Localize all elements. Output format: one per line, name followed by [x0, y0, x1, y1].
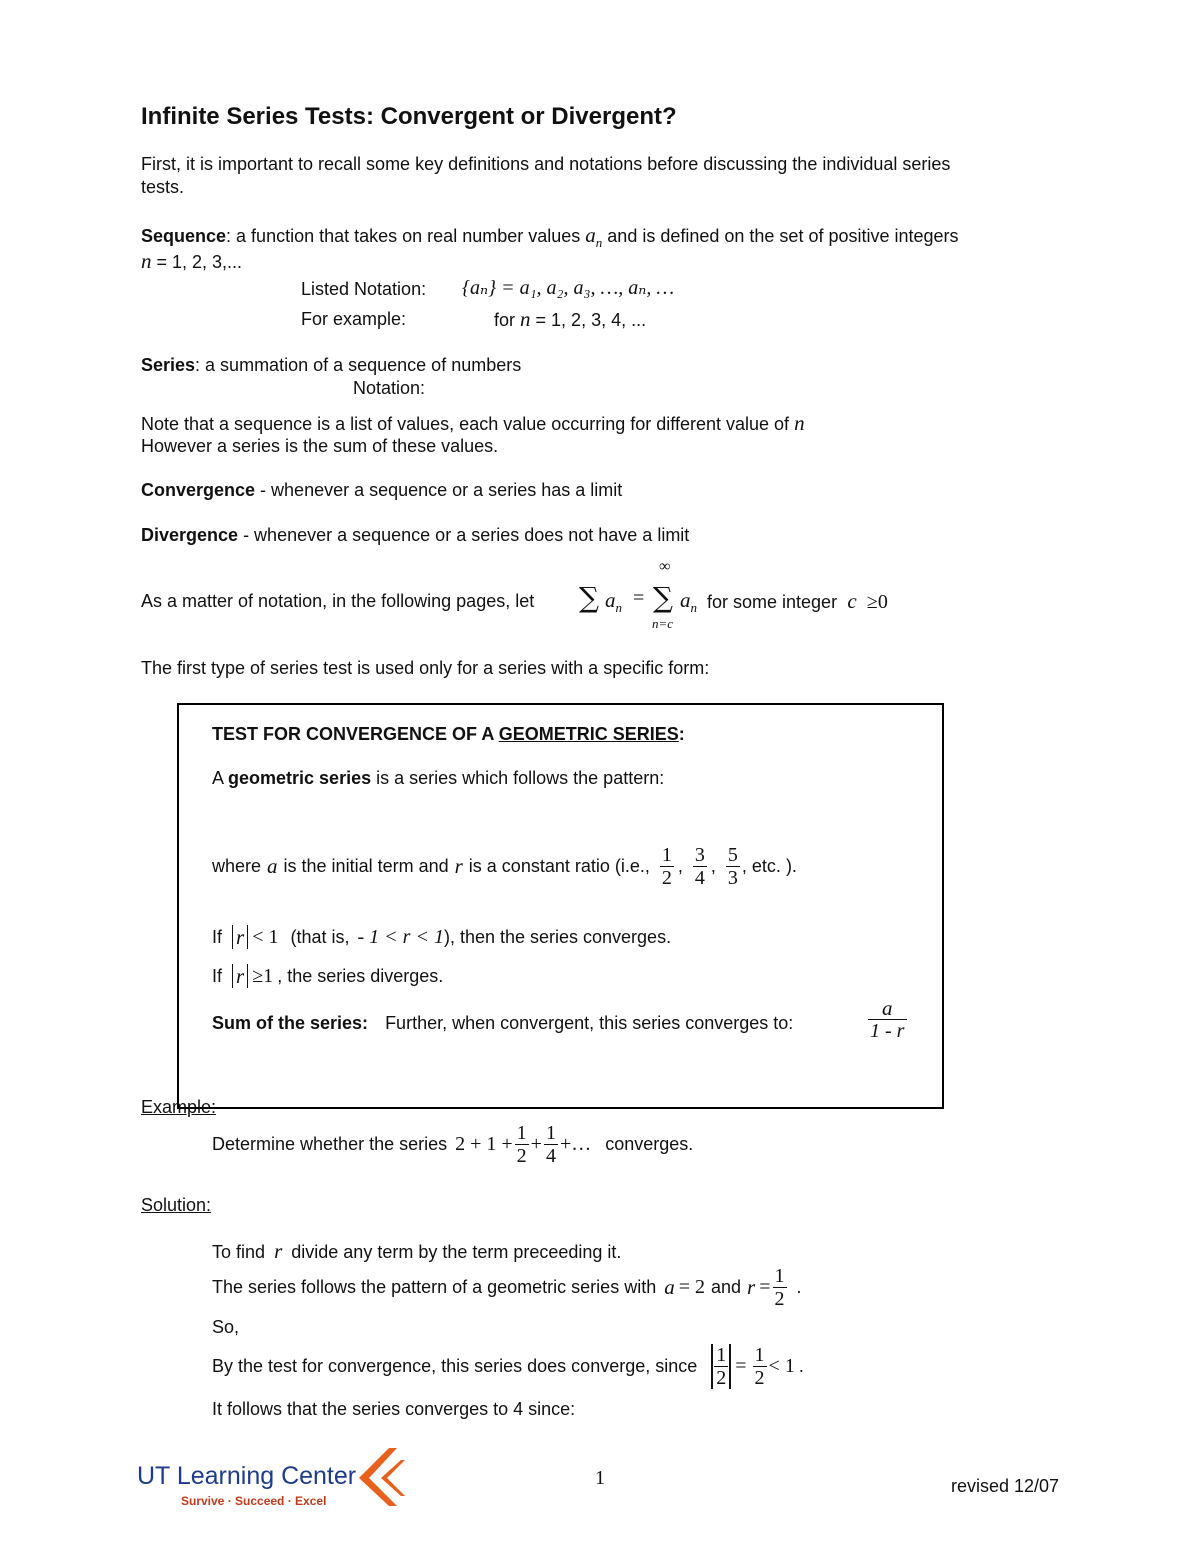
sequence-def-a: : a function that takes on real number values: [226, 226, 581, 246]
if-2: If: [212, 966, 223, 986]
plus-sign: +: [530, 1133, 542, 1155]
abs-half-num: 1: [716, 1343, 727, 1366]
n-values-text: = 1, 2, 3,...: [151, 252, 243, 272]
sequence-def-b: and is defined on the set of positive integers: [607, 226, 959, 246]
solution-label-text: Solution:: [141, 1195, 212, 1215]
var-a: a: [664, 1275, 675, 1299]
var-r: r: [274, 1239, 283, 1263]
pattern-and: and: [710, 1277, 742, 1297]
a-equals-2: = 2: [678, 1276, 705, 1298]
example-text-b: converges.: [605, 1134, 694, 1154]
example-label: [141, 1096, 216, 1118]
conv-half-num: 1: [754, 1343, 765, 1366]
sum-upper-limit: ∞: [659, 558, 671, 575]
var-a-n: $a_n$: [585, 223, 603, 251]
period: .: [796, 1277, 802, 1297]
ratio-1-num: 1: [661, 843, 672, 866]
ratio-1-den: 2: [661, 866, 672, 889]
abs-r: r: [232, 925, 248, 949]
find-b: divide any term by the term preceeding it.: [291, 1242, 622, 1262]
geometric-series-box: [177, 703, 944, 1109]
sum-den: 1 - r: [870, 1020, 905, 1042]
box-heading: [212, 723, 685, 745]
intro-line-1: First, it is important to recall some key definitions and notations before discussing the individual series: [141, 154, 951, 174]
lt-1: < 1: [252, 926, 279, 948]
series-definition: [141, 354, 521, 376]
conv-half-fraction: [753, 1344, 767, 1389]
logo-tagline: Survive · Succeed · Excel: [181, 1494, 327, 1508]
example-n-values: = 1, 2, 3, 4, ...: [530, 310, 647, 330]
heading-part-a: TEST FOR CONVERGENCE OF A: [212, 724, 499, 744]
where-part-a: where: [212, 856, 262, 876]
divergence-definition: [141, 524, 689, 546]
sum-sigma-right: ∑: [653, 581, 673, 614]
logo-chevron-icon: [349, 1446, 405, 1508]
sequence-definition: [141, 224, 959, 254]
box-sum-line: [212, 1012, 793, 1034]
example-label-text: Example:: [141, 1097, 217, 1117]
half-num: 1: [516, 1121, 527, 1144]
heading-part-b: GEOMETRIC SERIES: [498, 724, 679, 744]
solution-follows: It follows that the series converges to 4 since:: [212, 1399, 576, 1419]
heading-part-c: :: [678, 724, 685, 744]
sum-label: Sum of the series:: [212, 1013, 369, 1033]
sequence-term: Sequence: [141, 226, 227, 246]
var-n: n: [141, 249, 152, 273]
listed-notation-formula: {aₙ} = a₁, a₂, a₃, …, aₙ, …: [462, 277, 675, 299]
geo-part-a: A: [212, 768, 229, 788]
solution-convergence: [212, 1338, 804, 1394]
box-geometric-definition: [212, 767, 664, 789]
r-equals: =: [759, 1276, 771, 1298]
series-term: Series: [141, 355, 196, 375]
notation-line-prefix: As a matter of notation, in the following pages, let: [141, 591, 535, 611]
convergence-definition: [141, 479, 622, 501]
geo-part-b: geometric series: [228, 768, 372, 788]
pattern-a: The series follows the pattern of a geometric series with: [212, 1277, 657, 1297]
box-converge-condition: [212, 925, 671, 949]
first-type-line: The first type of series test is used only for a series with a specific form:: [141, 658, 710, 678]
ratio-2-num: 3: [694, 843, 705, 866]
conv-a: By the test for convergence, this series does converge, since: [212, 1356, 698, 1376]
var-a: a: [267, 854, 278, 878]
abs-half: [711, 1344, 731, 1389]
box-diverge-condition: [212, 964, 443, 988]
ratio-fraction-2: [693, 844, 707, 889]
convergence-def: - whenever a sequence or a series has a limit: [255, 480, 623, 500]
ratio-fraction-3: [726, 844, 740, 889]
ge-1: ≥1: [252, 965, 274, 987]
that-is: (that is,: [290, 927, 350, 947]
abs-half-fraction: [714, 1344, 728, 1389]
example-tail: +…: [559, 1133, 592, 1155]
note-1-text: Note that a sequence is a list of values, each value occurring for different value of: [141, 414, 790, 434]
where-part-c: is a constant ratio (i.e.,: [468, 856, 650, 876]
page-number: 1: [595, 1467, 605, 1489]
logo-title: UT Learning Center: [137, 1462, 357, 1490]
sum-term-left: $a_n$: [605, 588, 622, 616]
divergence-term: Divergence: [141, 525, 239, 545]
revised-date: revised 12/07: [951, 1476, 1060, 1496]
then-converges: ), then the series converges.: [443, 927, 672, 947]
comma: ,: [677, 856, 683, 876]
r-num: 1: [774, 1264, 785, 1287]
notation-cond: ≥0: [866, 591, 888, 613]
intro-line-2: tests.: [141, 177, 185, 197]
example-label-inline: For example:: [301, 309, 407, 329]
sum-fraction-inner: [868, 997, 907, 1042]
page-title: Infinite Series Tests: Convergent or Divergent?: [141, 103, 677, 130]
example-quarter: [544, 1122, 558, 1167]
find-a: To find: [212, 1242, 266, 1262]
r-range: - 1 < r < 1: [357, 926, 444, 948]
r-value-fraction: [773, 1265, 787, 1310]
if-1: If: [212, 927, 223, 947]
solution-so: So,: [212, 1317, 240, 1337]
var-n: n: [520, 307, 531, 331]
note-line-1: [141, 412, 805, 435]
sum-text: Further, when convergent, this series converges to:: [385, 1013, 794, 1033]
solution-pattern: [212, 1259, 802, 1315]
example-for: for: [494, 310, 516, 330]
ratio-fraction-1: [660, 844, 674, 889]
solution-label: [141, 1194, 211, 1216]
notation-line-suffix: [707, 590, 888, 613]
var-r: r: [454, 854, 463, 878]
ratio-3-num: 5: [727, 843, 738, 866]
example-half: [515, 1122, 529, 1167]
series-notation-label: Notation:: [353, 378, 426, 398]
var-c: c: [842, 589, 862, 613]
etc-text: , etc. ).: [741, 856, 797, 876]
listed-notation-label: Listed Notation:: [301, 279, 427, 299]
convergence-term: Convergence: [141, 480, 256, 500]
where-part-b: is the initial term and: [283, 856, 449, 876]
ratio-2-den: 4: [694, 866, 705, 889]
geo-part-c: is a series which follows the pattern:: [371, 768, 665, 788]
example-question: [212, 1116, 693, 1172]
example-lead: 2 + 1 +: [455, 1133, 513, 1155]
learning-center-logo: [137, 1446, 407, 1510]
conv-half-den: 2: [754, 1366, 765, 1389]
box-where-line: [212, 838, 797, 894]
sum-term-right: $a_n$: [680, 588, 697, 616]
half-den: 2: [516, 1144, 527, 1167]
comma: ,: [710, 856, 716, 876]
ratio-3-den: 3: [727, 866, 738, 889]
example-text-a: Determine whether the series: [212, 1134, 448, 1154]
conv-lt-1: < 1: [768, 1355, 795, 1377]
abs-half-den: 2: [716, 1366, 727, 1389]
conv-equals: =: [735, 1355, 747, 1377]
sum-sigma-left: ∑: [579, 581, 599, 614]
diverges-text: , the series diverges.: [277, 966, 444, 986]
sum-fraction: [866, 997, 909, 1042]
example-inline: [494, 308, 646, 331]
notation-suffix-text: for some integer: [707, 592, 838, 612]
equals-sign: =: [633, 587, 645, 609]
quarter-den: 4: [545, 1144, 556, 1167]
sum-num: a: [868, 997, 907, 1020]
var-r: r: [747, 1275, 756, 1299]
period: .: [798, 1356, 804, 1376]
sum-lower-limit: n=c: [652, 616, 674, 631]
sequence-n-values: [141, 250, 242, 273]
quarter-num: 1: [545, 1121, 556, 1144]
var-n: n: [794, 411, 805, 435]
series-def: : a summation of a sequence of numbers: [195, 355, 522, 375]
abs-r: r: [232, 964, 248, 988]
note-line-2: However a series is the sum of these values.: [141, 436, 499, 456]
r-den: 2: [774, 1287, 785, 1310]
divergence-def: - whenever a sequence or a series does not have a limit: [238, 525, 690, 545]
